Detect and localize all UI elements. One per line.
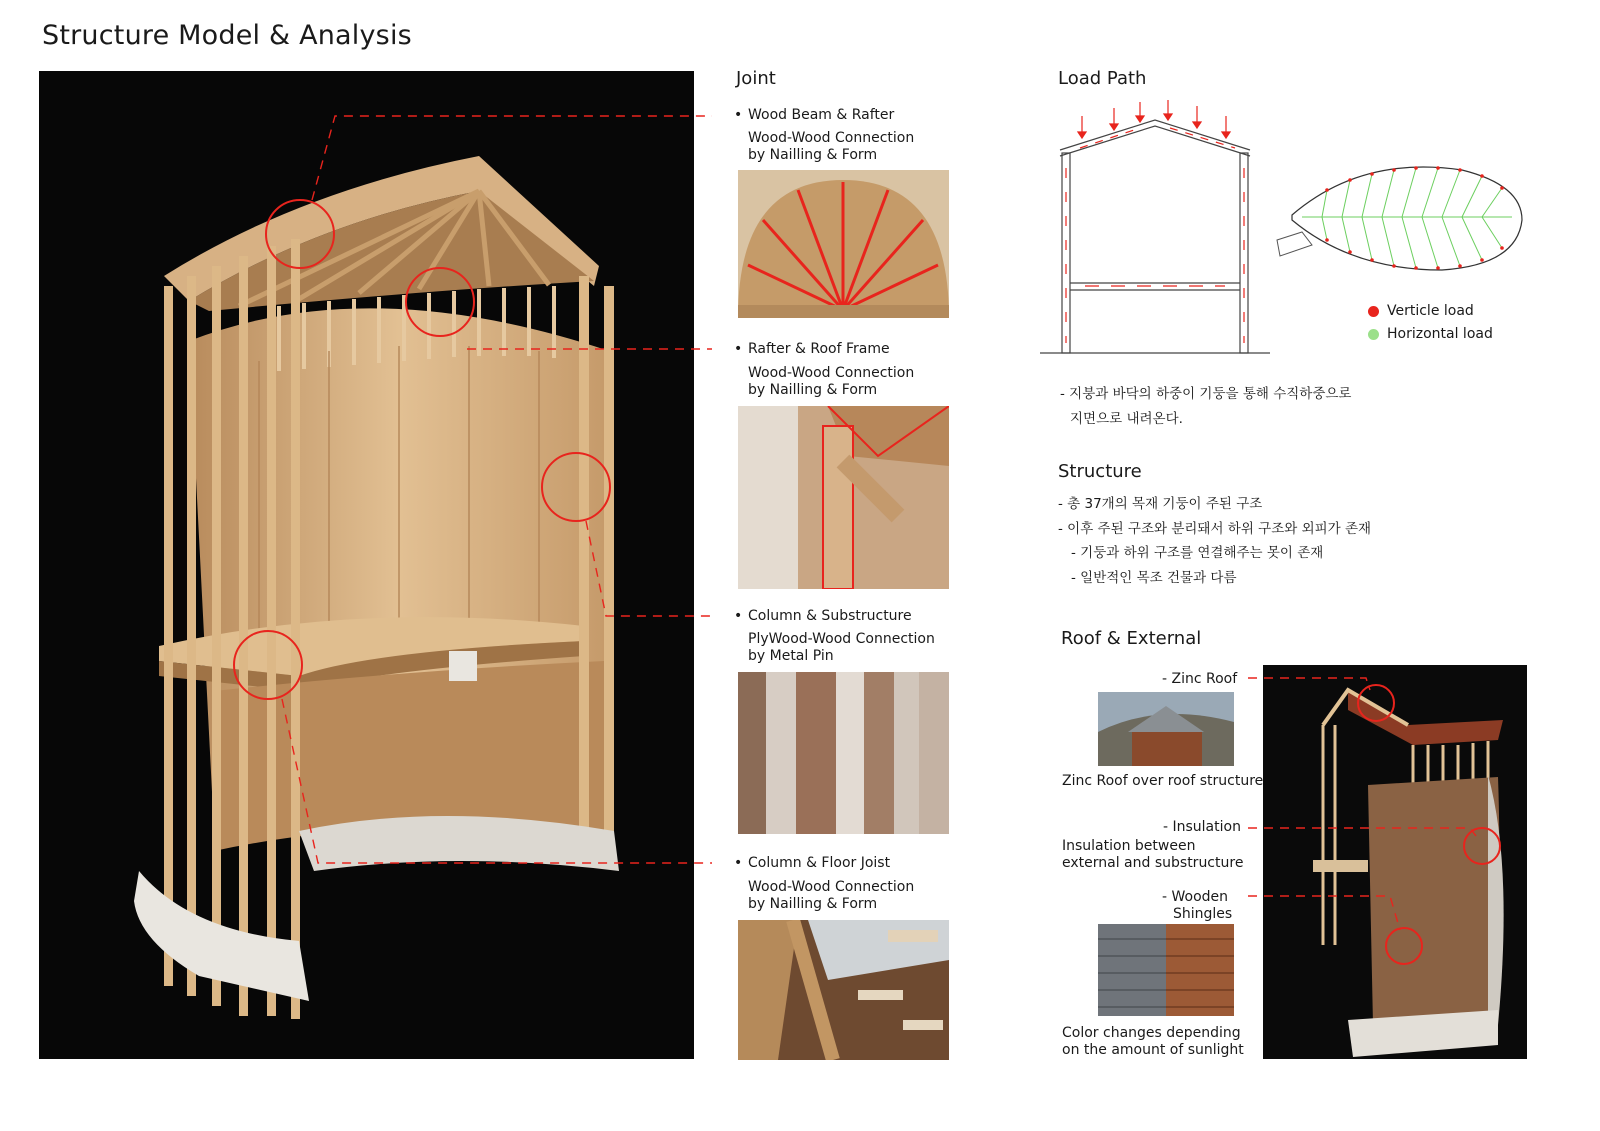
insulation-caption-2: external and substructure <box>1062 855 1244 871</box>
wooden-shingles-photo <box>1098 924 1234 1016</box>
shingles-caption-1: Color changes depending <box>1062 1025 1241 1041</box>
joint-item-4-line2: by Nailling & Form <box>748 896 878 912</box>
roof-external-heading: Roof & External <box>1061 628 1202 649</box>
insulation-label: - Insulation <box>1163 819 1241 835</box>
plan-diagram <box>1272 160 1532 280</box>
joint-item-2-line1: Wood-Wood Connection <box>748 365 915 381</box>
joint-item-1-line2: by Nailling & Form <box>748 147 878 163</box>
exterior-model-photo <box>1263 665 1527 1059</box>
horizontal-load-legend-label: Horizontal load <box>1387 326 1493 342</box>
joint-item-2-title: • Rafter & Roof Frame <box>748 341 890 357</box>
joint-item-2-line2: by Nailling & Form <box>748 382 878 398</box>
load-path-note-1: - 지붕과 바닥의 하중이 기둥을 통해 수직하중으로 <box>1060 386 1352 402</box>
joint-item-4-line1: Wood-Wood Connection <box>748 879 915 895</box>
shingles-label-2: Shingles <box>1173 906 1233 922</box>
structure-note-1: - 총 37개의 목재 기둥이 주된 구조 <box>1058 496 1263 512</box>
shingles-caption-2: on the amount of sunlight <box>1062 1042 1244 1058</box>
joint-photo-rafter-roof <box>738 406 949 589</box>
structure-note-4: - 일반적인 목조 건물과 다름 <box>1071 570 1237 586</box>
joint-photo-column-substructure <box>738 672 949 834</box>
load-path-note-2: 지면으로 내려온다. <box>1070 411 1183 427</box>
joint-item-4-title: • Column & Floor Joist <box>748 855 890 871</box>
zinc-roof-caption: Zinc Roof over roof structure <box>1062 773 1264 789</box>
structure-note-2: - 이후 주된 구조와 분리돼서 하위 구조와 외피가 존재 <box>1058 521 1372 537</box>
page-title: Structure Model & Analysis <box>42 20 412 51</box>
joint-photo-beam-rafter <box>738 170 949 318</box>
joint-item-3-line2: by Metal Pin <box>748 648 834 664</box>
joint-heading: Joint <box>736 68 776 89</box>
zinc-roof-label: - Zinc Roof <box>1162 671 1238 687</box>
horizontal-load-legend-dot <box>1368 329 1379 340</box>
structure-model-photo <box>39 71 694 1059</box>
section-diagram <box>1040 98 1280 368</box>
insulation-caption-1: Insulation between <box>1062 838 1196 854</box>
structure-heading: Structure <box>1058 461 1142 482</box>
joint-item-1-line1: Wood-Wood Connection <box>748 130 915 146</box>
joint-item-3-line1: PlyWood-Wood Connection <box>748 631 935 647</box>
joint-item-3-title: • Column & Substructure <box>748 608 912 624</box>
structure-note-3: - 기둥과 하위 구조를 연결해주는 못이 존재 <box>1071 545 1324 561</box>
joint-photo-column-floor <box>738 920 949 1060</box>
joint-item-1-title: • Wood Beam & Rafter <box>748 107 894 123</box>
load-path-heading: Load Path <box>1058 68 1147 89</box>
vertical-load-legend-dot <box>1368 306 1379 317</box>
shingles-label-1: - Wooden <box>1162 889 1229 905</box>
vertical-load-legend-label: Verticle load <box>1387 303 1474 319</box>
zinc-roof-photo <box>1098 692 1234 766</box>
